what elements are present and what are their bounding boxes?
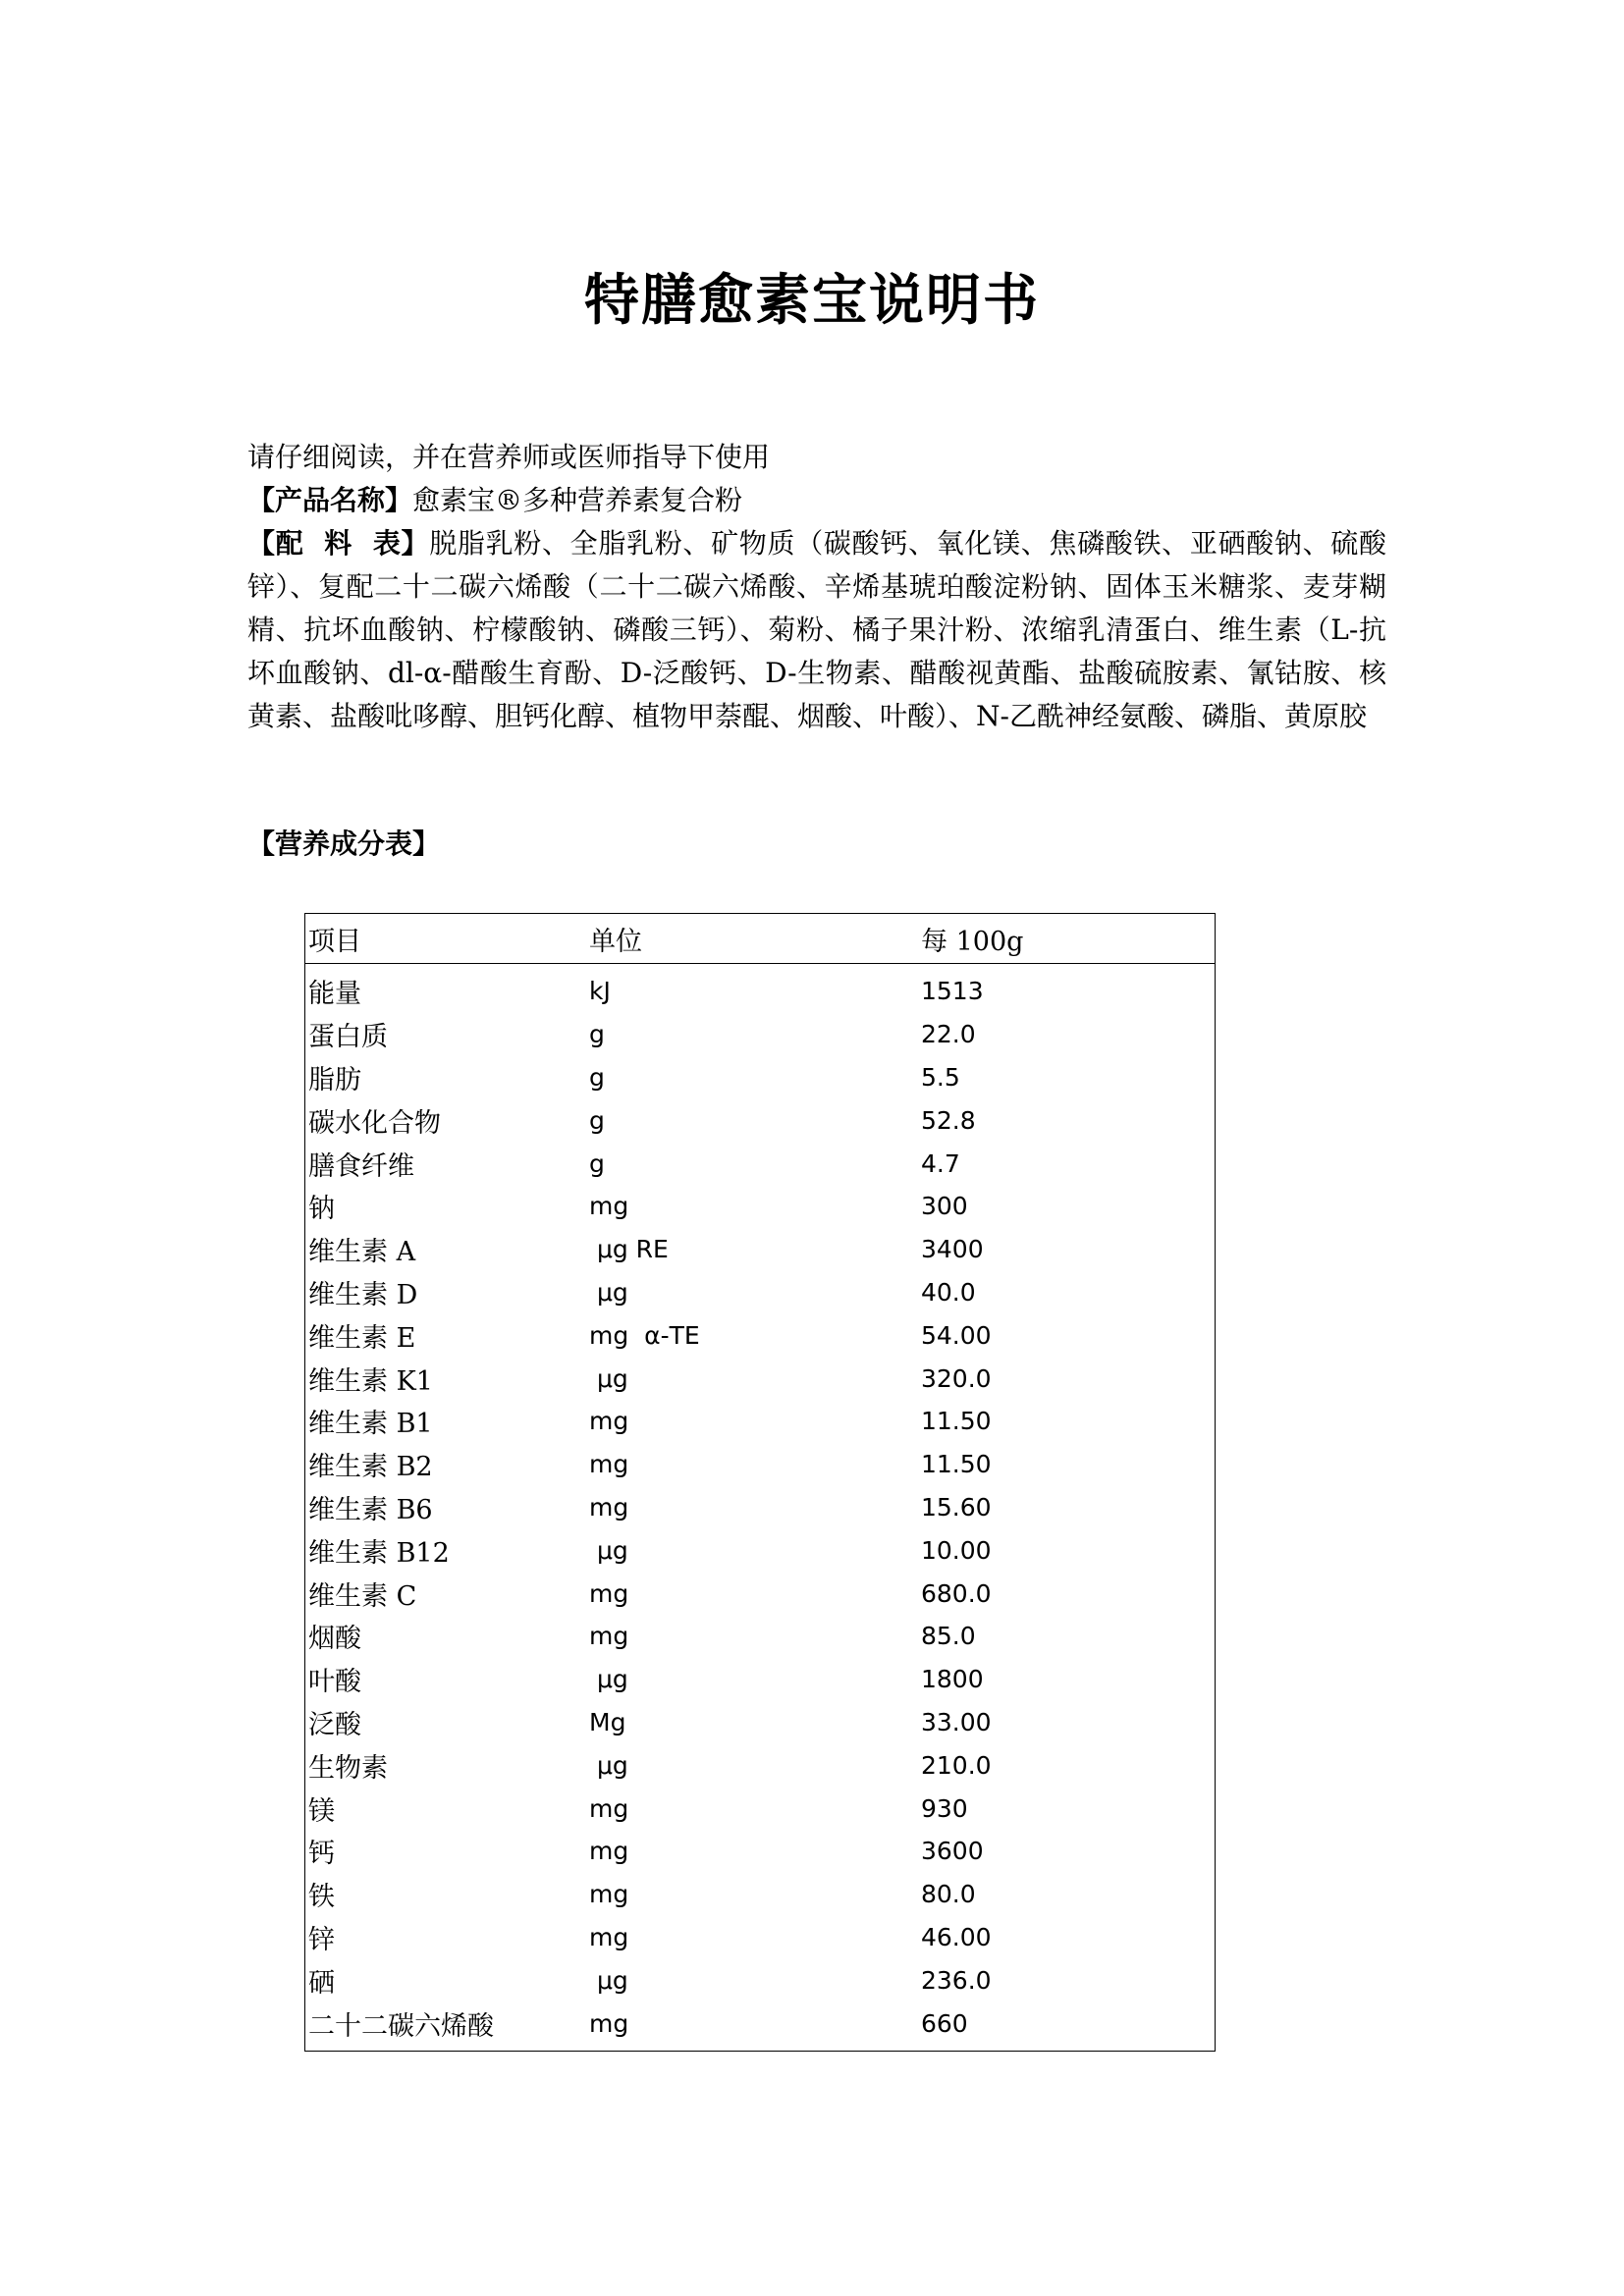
table-row — [305, 2002, 1216, 2051]
cell-item: 镁 — [308, 1795, 335, 1827]
cell-unit: mg — [589, 1922, 629, 1951]
cell-item: 硒 — [308, 1967, 335, 1999]
table-row — [305, 1228, 1216, 1271]
page-title: 特膳愈素宝说明书 — [584, 269, 1040, 333]
product-name-line — [247, 479, 1386, 522]
cell-unit: g — [589, 1148, 605, 1178]
ingredients-value: 脱脂乳粉、全脂乳粉、矿物质（碳酸钙、氧化镁、焦磷酸铁、亚硒酸钠、硫酸锌）、复配二十二碳六烯酸（二十二碳六烯酸、辛烯基琥珀酸淀粉钠、固体玉米糖浆、麦芽糊精、抗坏血酸钠、柠檬酸钠、磷酸三钙）、菊粉、橘子果汁粉、浓缩乳清蛋白、维生素（L-抗坏血酸钠、dl-α-醋酸生育酚、D-泛酸钙、D-生物素、醋酸视黄酯、盐酸硫胺素、氰钴胺、核黄素、盐酸吡哆醇、胆钙化醇、植物甲萘醌、烟酸、叶酸）、N-乙酰神经氨酸、磷脂、黄原胶 — [247, 527, 1386, 732]
table-row — [305, 1787, 1216, 1830]
table-row — [305, 1873, 1216, 1916]
table-row — [305, 1528, 1216, 1572]
cell-item: 二十二碳六烯酸 — [308, 2010, 494, 2042]
cell-value: 15.60 — [921, 1492, 992, 1522]
cell-unit: μg — [589, 1665, 628, 1694]
table-row — [305, 1185, 1216, 1228]
cell-unit: μg RE — [589, 1235, 669, 1264]
cell-item: 维生素 B6 — [308, 1494, 433, 1525]
cell-item: 脂肪 — [308, 1064, 361, 1095]
usage-notice: 请仔细阅读，并在营养师或医师指导下使用 — [247, 441, 771, 473]
cell-item: 维生素 B1 — [308, 1409, 433, 1440]
table-row — [305, 1916, 1216, 1959]
cell-unit: mg — [589, 1407, 629, 1436]
cell-value: 40.0 — [921, 1277, 976, 1307]
product-name-label: 【产品名称】 — [247, 484, 413, 516]
cell-unit: Mg — [589, 1707, 626, 1736]
cell-unit: g — [589, 1062, 605, 1092]
cell-unit: mg — [589, 1880, 629, 1909]
cell-unit: μg — [589, 1965, 628, 1995]
table-row — [305, 1098, 1216, 1142]
table-row — [305, 1271, 1216, 1314]
nutrition-heading: 【营养成分表】 — [247, 828, 441, 860]
cell-item: 蛋白质 — [308, 1022, 388, 1053]
nutrition-table-body — [305, 964, 1216, 2052]
cell-value: 210.0 — [921, 1750, 992, 1780]
cell-unit: mg α-TE — [589, 1320, 700, 1350]
cell-unit: mg — [589, 1492, 629, 1522]
cell-value: 300 — [921, 1192, 968, 1221]
cell-item: 生物素 — [308, 1752, 388, 1784]
cell-value: 10.00 — [921, 1535, 992, 1565]
cell-value: 54.00 — [921, 1320, 992, 1350]
cell-value: 4.7 — [921, 1148, 960, 1178]
cell-item: 维生素 K1 — [308, 1365, 433, 1397]
table-row — [305, 1443, 1216, 1486]
cell-unit: g — [589, 1105, 605, 1135]
nutrition-table — [304, 913, 1216, 2052]
cell-value: 680.0 — [921, 1578, 992, 1608]
cell-item: 铁 — [308, 1882, 335, 1913]
cell-item: 泛酸 — [308, 1709, 361, 1740]
table-row — [305, 1615, 1216, 1658]
cell-value: 52.8 — [921, 1105, 976, 1135]
cell-item: 维生素 A — [308, 1237, 416, 1268]
cell-item: 维生素 B12 — [308, 1537, 450, 1569]
header-unit: 单位 — [586, 914, 918, 964]
cell-unit: mg — [589, 1450, 629, 1479]
cell-item: 维生素 C — [308, 1580, 417, 1612]
cell-unit: μg — [589, 1535, 628, 1565]
cell-value: 1800 — [921, 1665, 984, 1694]
cell-value: 320.0 — [921, 1363, 992, 1393]
table-row — [305, 1658, 1216, 1701]
table-header-row — [305, 914, 1216, 964]
cell-value: 3600 — [921, 1837, 984, 1866]
cell-item: 烟酸 — [308, 1624, 361, 1655]
intro-section — [247, 436, 1386, 738]
cell-unit: μg — [589, 1277, 628, 1307]
cell-item: 碳水化合物 — [308, 1107, 441, 1139]
header-item: 项目 — [305, 914, 587, 964]
cell-item: 膳食纤维 — [308, 1150, 414, 1182]
cell-value: 85.0 — [921, 1622, 976, 1651]
table-row — [305, 1313, 1216, 1357]
cell-unit: mg — [589, 1793, 629, 1823]
cell-item: 锌 — [308, 1924, 335, 1955]
table-row — [305, 1830, 1216, 1873]
cell-value: 236.0 — [921, 1965, 992, 1995]
cell-value: 930 — [921, 1793, 968, 1823]
cell-item: 叶酸 — [308, 1667, 361, 1698]
table-row — [305, 1357, 1216, 1400]
table-row — [305, 1743, 1216, 1787]
cell-unit: mg — [589, 1622, 629, 1651]
table-row — [305, 1572, 1216, 1615]
table-row — [305, 1958, 1216, 2002]
ingredients-paragraph — [247, 522, 1386, 738]
table-row — [305, 1486, 1216, 1529]
table-row — [305, 1013, 1216, 1056]
cell-value: 46.00 — [921, 1922, 992, 1951]
cell-unit: mg — [589, 1837, 629, 1866]
cell-item: 维生素 B2 — [308, 1452, 433, 1483]
table-row — [305, 964, 1216, 1013]
cell-value: 11.50 — [921, 1407, 992, 1436]
product-name-value: 愈素宝®多种营养素复合粉 — [412, 484, 743, 516]
cell-value: 660 — [921, 2008, 968, 2038]
cell-value: 22.0 — [921, 1020, 976, 1049]
cell-item: 钠 — [308, 1194, 335, 1225]
cell-value: 33.00 — [921, 1707, 992, 1736]
table-row — [305, 1701, 1216, 1744]
cell-unit: μg — [589, 1363, 628, 1393]
cell-value: 1513 — [921, 977, 984, 1006]
cell-item: 钙 — [308, 1839, 335, 1870]
cell-unit: μg — [589, 1750, 628, 1780]
cell-unit: mg — [589, 1578, 629, 1608]
cell-value: 80.0 — [921, 1880, 976, 1909]
table-row — [305, 1056, 1216, 1099]
cell-value: 3400 — [921, 1235, 984, 1264]
cell-unit: mg — [589, 1192, 629, 1221]
cell-value: 11.50 — [921, 1450, 992, 1479]
cell-unit: mg — [589, 2008, 629, 2038]
cell-item: 维生素 E — [308, 1322, 416, 1354]
ingredients-label: 【配 料 表】 — [247, 527, 430, 560]
cell-item: 维生素 D — [308, 1279, 418, 1310]
cell-unit: g — [589, 1020, 605, 1049]
cell-item: 能量 — [308, 979, 361, 1010]
cell-unit: kJ — [589, 977, 611, 1006]
cell-value: 5.5 — [921, 1062, 960, 1092]
table-row — [305, 1142, 1216, 1185]
table-row — [305, 1400, 1216, 1443]
header-per-100g: 每 100g — [918, 914, 1216, 964]
